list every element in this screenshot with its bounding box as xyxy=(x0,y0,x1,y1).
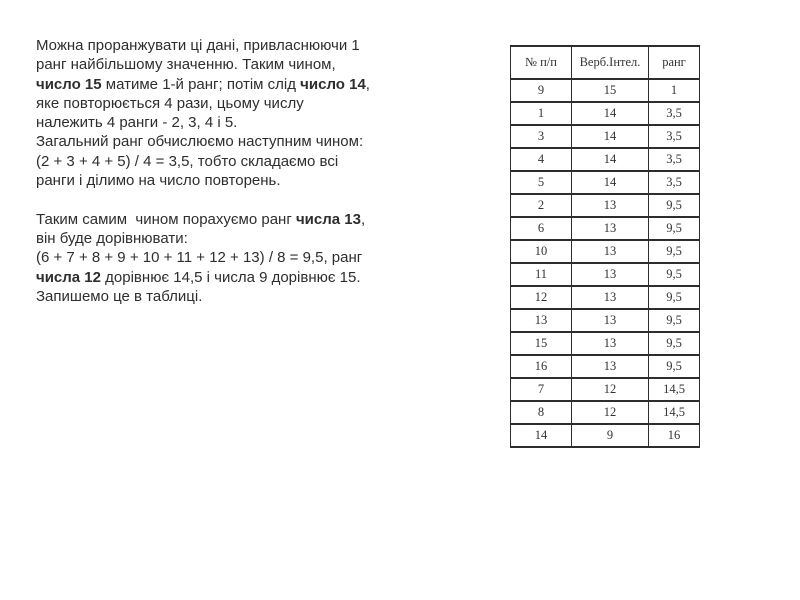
table-cell: 14 xyxy=(572,171,649,194)
table-cell: 14 xyxy=(511,424,572,447)
text-line xyxy=(36,171,466,190)
text-line xyxy=(36,94,466,113)
table-row xyxy=(511,378,700,401)
table-cell: 9,5 xyxy=(649,263,700,286)
table-cell: 6 xyxy=(511,217,572,240)
table-row xyxy=(511,332,700,355)
table-cell: 9,5 xyxy=(649,217,700,240)
text-block xyxy=(36,36,466,306)
rank-table-header-cell: № п/п xyxy=(511,46,572,79)
text-segment-bold: число 15 xyxy=(36,75,102,93)
table-cell: 9,5 xyxy=(649,286,700,309)
table-cell: 13 xyxy=(572,309,649,332)
text-line xyxy=(36,132,466,151)
table-row xyxy=(511,401,700,424)
table-cell: 12 xyxy=(572,378,649,401)
rank-table xyxy=(510,45,700,448)
table-cell: 1 xyxy=(649,79,700,102)
table-row xyxy=(511,286,700,309)
text-segment-bold: число 14 xyxy=(300,75,366,93)
rank-table-header-cell: ранг xyxy=(649,46,700,79)
text-line xyxy=(36,268,466,287)
text-segment-bold: числа 12 xyxy=(36,268,101,286)
table-cell: 13 xyxy=(572,286,649,309)
table-cell: 9 xyxy=(511,79,572,102)
table-cell: 16 xyxy=(511,355,572,378)
table-cell: 9,5 xyxy=(649,194,700,217)
text-segment: Можна проранжувати ці дані, привласнюючи 1 xyxy=(36,37,360,54)
table-row xyxy=(511,102,700,125)
table-cell: 13 xyxy=(572,263,649,286)
table-cell: 14 xyxy=(572,125,649,148)
text-segment: , xyxy=(360,210,366,228)
table-cell: 14 xyxy=(572,102,649,125)
table-cell: 12 xyxy=(572,401,649,424)
table-cell: 8 xyxy=(511,401,572,424)
table-cell: 13 xyxy=(572,194,649,217)
table-row xyxy=(511,79,700,102)
table-cell: 3 xyxy=(511,125,572,148)
table-cell: 15 xyxy=(572,79,649,102)
text-segment: ранг найбільшому значенню. Таким чином, xyxy=(36,56,336,74)
table-row xyxy=(511,240,700,263)
text-line xyxy=(36,36,466,55)
text-segment: Загальний ранг обчислюємо наступним чином: xyxy=(36,133,364,151)
table-row xyxy=(511,148,700,171)
text-line xyxy=(36,210,466,229)
table-cell: 4 xyxy=(511,148,572,171)
text-segment-bold: числа 13 xyxy=(295,210,361,228)
table-cell: 14,5 xyxy=(649,378,700,401)
paragraph-1 xyxy=(36,36,466,190)
table-cell: 9,5 xyxy=(649,240,700,263)
table-cell: 13 xyxy=(572,355,649,378)
table-row xyxy=(511,424,700,447)
text-segment: (2 + 3 + 4 + 5) / 4 = 3,5, тобто складаємо всі xyxy=(36,152,339,170)
rank-table-head xyxy=(511,46,700,79)
table-cell: 13 xyxy=(572,217,649,240)
table-cell: 11 xyxy=(511,263,572,286)
table-cell: 10 xyxy=(511,240,572,263)
table-row xyxy=(511,263,700,286)
text-line xyxy=(36,113,466,132)
rank-table-header-cell: Верб.Інтел. xyxy=(572,46,649,79)
table-cell: 1 xyxy=(511,102,572,125)
table-cell: 9 xyxy=(572,424,649,447)
table-cell: 9,5 xyxy=(649,355,700,378)
text-segment: (6 + 7 + 8 + 9 + 10 + 11 + 12 + 13) / 8 = 9,5, ранг xyxy=(36,249,363,267)
rank-table-header-row xyxy=(511,46,700,79)
text-segment: , xyxy=(365,75,370,93)
table-row xyxy=(511,355,700,378)
text-segment: він буде дорівнювати: xyxy=(36,229,188,247)
text-line xyxy=(36,229,466,248)
table-row xyxy=(511,171,700,194)
text-line xyxy=(36,287,466,306)
table-cell: 9,5 xyxy=(649,332,700,355)
paragraph-2 xyxy=(36,210,466,306)
table-cell: 3,5 xyxy=(649,102,700,125)
text-line xyxy=(36,75,466,94)
table-cell: 13 xyxy=(572,240,649,263)
text-segment: матиме 1-й ранг; потім слід xyxy=(101,75,301,93)
text-segment: ранги і ділимо на число повторень. xyxy=(36,172,281,190)
table-cell: 5 xyxy=(511,171,572,194)
table-cell: 13 xyxy=(511,309,572,332)
text-segment: яке повторюється 4 рази, цьому числу xyxy=(36,94,304,112)
table-cell: 2 xyxy=(511,194,572,217)
rank-table-container xyxy=(510,45,700,448)
table-cell: 14 xyxy=(572,148,649,171)
table-cell: 3,5 xyxy=(649,125,700,148)
text-line xyxy=(36,248,466,267)
text-segment: дорівнює 14,5 і числа 9 дорівнює 15. xyxy=(101,268,361,286)
table-row xyxy=(511,194,700,217)
table-cell: 16 xyxy=(649,424,700,447)
text-segment: належить 4 ранги - 2, 3, 4 і 5. xyxy=(36,114,238,132)
table-cell: 3,5 xyxy=(649,148,700,171)
table-cell: 15 xyxy=(511,332,572,355)
table-cell: 12 xyxy=(511,286,572,309)
table-cell: 7 xyxy=(511,378,572,401)
text-line xyxy=(36,152,466,171)
text-line xyxy=(36,55,466,74)
text-segment: Таким самим чином порахуємо ранг xyxy=(36,210,296,228)
table-row xyxy=(511,309,700,332)
text-segment: Запишемо це в таблиці. xyxy=(36,287,203,305)
rank-table-body xyxy=(511,79,700,447)
table-row xyxy=(511,125,700,148)
table-cell: 13 xyxy=(572,332,649,355)
table-cell: 9,5 xyxy=(649,309,700,332)
table-cell: 14,5 xyxy=(649,401,700,424)
table-row xyxy=(511,217,700,240)
table-cell: 3,5 xyxy=(649,171,700,194)
